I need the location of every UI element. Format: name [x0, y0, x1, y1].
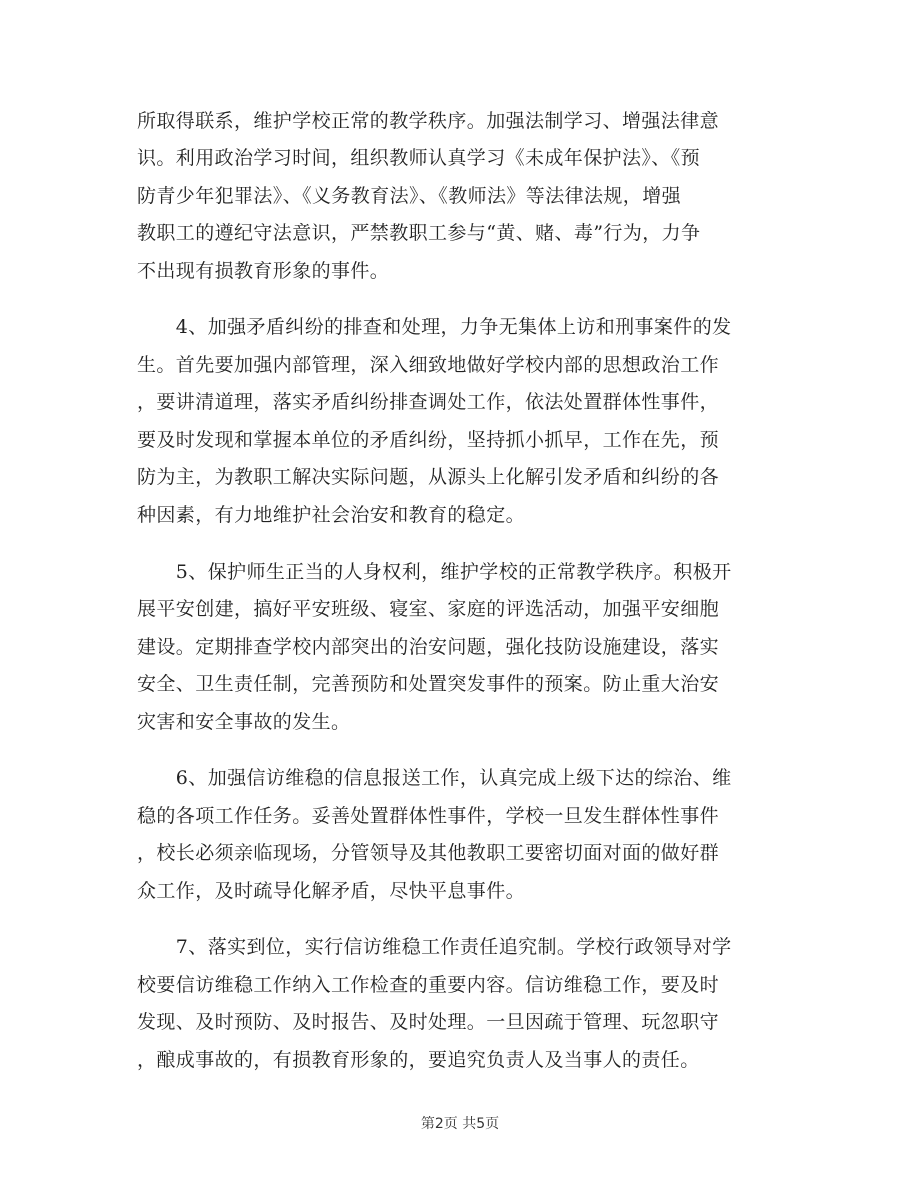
- text-line: 生。首先要加强内部管理，深入细致地做好学校内部的思想政治工作: [137, 354, 720, 376]
- text-line: 安全、卫生责任制，完善预防和处置突发事件的预案。防止重大治安: [137, 673, 720, 695]
- text-line: 建设。定期排查学校内部突出的治安问题，强化技防设施建设，落实: [137, 636, 720, 658]
- text-line: 防青少年犯罪法》、《义务教育法》、《教师法》等法律法规，增强: [137, 185, 682, 207]
- text-line: 所取得联系，维护学校正常的教学秩序。加强法制学习、增强法律意: [137, 110, 720, 132]
- text-line: 要及时发现和掌握本单位的矛盾纠纷，坚持抓小抓早，工作在先，预: [137, 429, 720, 451]
- text-line: ，要讲清道理，落实矛盾纠纷排查调处工作，依法处置群体性事件，: [137, 391, 720, 413]
- text-line: 不出现有损教育形象的事件。: [137, 260, 390, 282]
- text-line: 稳的各项工作任务。妥善处置群体性事件，学校一旦发生群体性事件: [137, 805, 720, 827]
- text-line: 教职工的遵纪守法意识，严禁教职工参与“黄、赌、毒”行为，力争: [137, 222, 701, 244]
- text-line: 灾害和安全事故的发生。: [137, 711, 351, 733]
- text-line: 展平安创建，搞好平安班级、寝室、家庭的评选活动，加强平安细胞: [137, 598, 720, 620]
- text-line: 防为主，为教职工解决实际问题，从源头上化解引发矛盾和纠纷的各: [137, 466, 720, 488]
- text-line: 众工作，及时疏导化解矛盾，尽快平息事件。: [137, 880, 526, 902]
- text-line: 校要信访维稳工作纳入工作检查的重要内容。信访维稳工作，要及时: [137, 974, 720, 996]
- text-line: 5、保护师生正当的人身权利，维护学校的正常教学秩序。积极开: [137, 561, 732, 583]
- page-number-footer: 第2页 共5页: [420, 1116, 500, 1132]
- text-line: 4、加强矛盾纠纷的排查和处理，力争无集体上访和刑事案件的发: [137, 316, 732, 338]
- text-line: 识。利用政治学习时间，组织教师认真学习《未成年保护法》、《预: [137, 147, 701, 169]
- text-line: 7、落实到位，实行信访维稳工作责任追究制。学校行政领导对学: [137, 936, 732, 958]
- text-line: ，校长必须亲临现场，分管领导及其他教职工要密切面对面的做好群: [137, 842, 720, 864]
- text-line: ，酿成事故的，有损教育形象的，要追究负责人及当事人的责任。: [137, 1049, 700, 1071]
- text-line: 种因素，有力地维护社会治安和教育的稳定。: [137, 504, 526, 526]
- text-line: 发现、及时预防、及时报告、及时处理。一旦因疏于管理、玩忽职守: [137, 1011, 720, 1033]
- text-line: 6、加强信访维稳的信息报送工作，认真完成上级下达的综治、维: [137, 767, 732, 789]
